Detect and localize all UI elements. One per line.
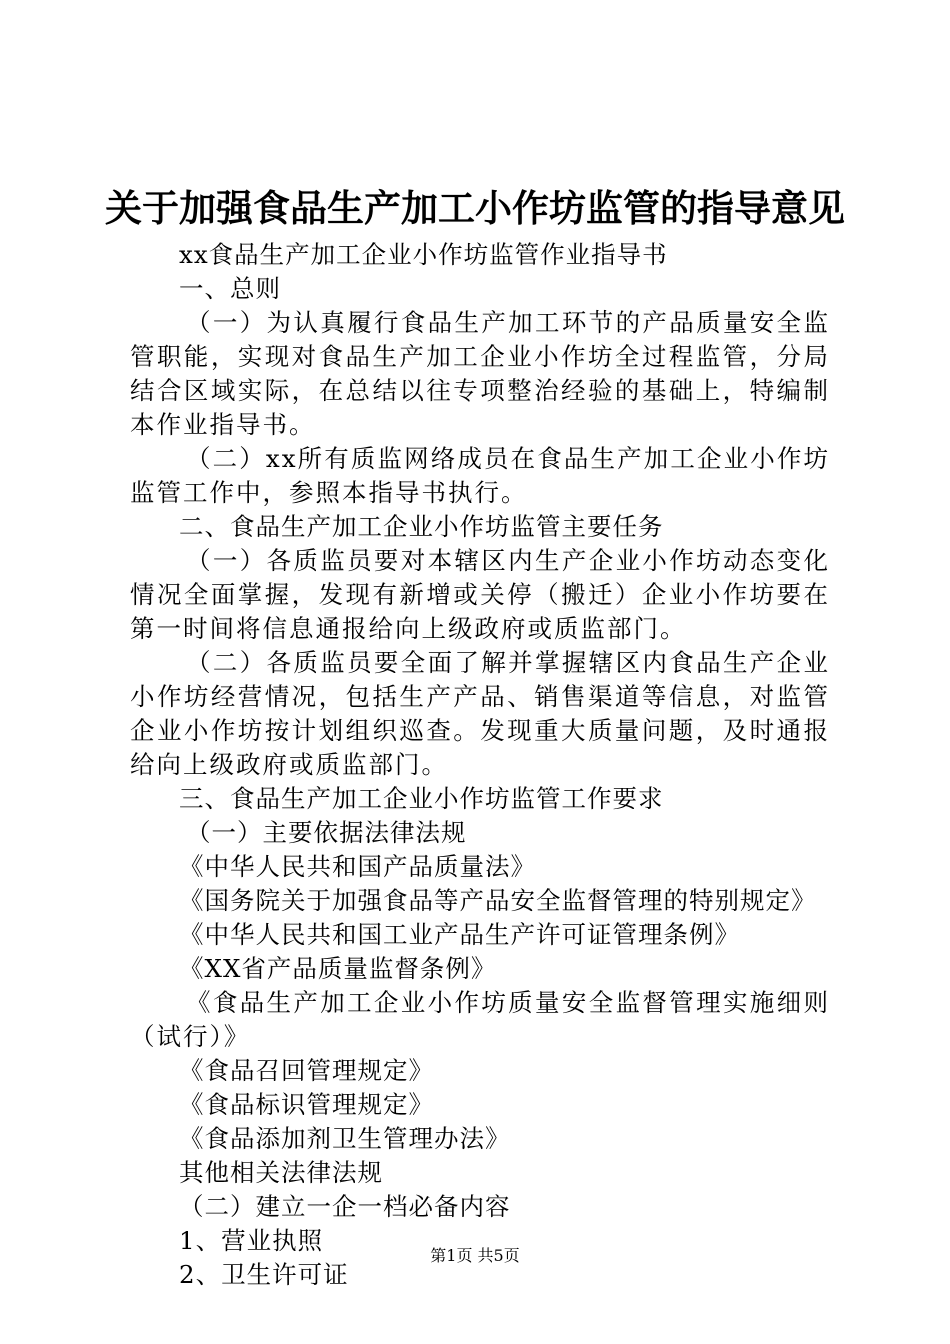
paragraph: （二）各质监员要全面了解并掌握辖区内食品生产企业小作坊经营情况，包括生产产品、销售渠道等信息，对监管企业小作坊按计划组织巡查。发现重大质量问题，及时通报给向上级政府或质监部门。 bbox=[130, 648, 830, 779]
list-item: 其他相关法律法规 bbox=[179, 1158, 383, 1187]
section-heading: 一、总则 bbox=[179, 274, 281, 303]
section-heading: 二、食品生产加工企业小作坊监管主要任务 bbox=[179, 512, 664, 541]
section-heading: 三、食品生产加工企业小作坊监管工作要求 bbox=[179, 784, 664, 813]
document-body bbox=[130, 238, 830, 1292]
list-item: 《食品标识管理规定》 bbox=[179, 1090, 434, 1119]
list-item: 《国务院关于加强食品等产品安全监督管理的特别规定》 bbox=[179, 886, 817, 915]
document-title: 关于加强食品生产加工小作坊监管的指导意见 bbox=[105, 186, 845, 230]
subsection-heading: （一）主要依据法律法规 bbox=[186, 818, 467, 847]
paragraph: （一）为认真履行食品生产加工环节的产品质量安全监管职能，实现对食品生产加工企业小作坊全过程监管，分局结合区域实际，在总结以往专项整治经验的基础上，特编制本作业指导书。 bbox=[130, 308, 830, 439]
paragraph-heading-line: xx食品生产加工企业小作坊监管作业指导书 bbox=[179, 240, 668, 269]
list-item: 《XX省产品质量监督条例》 bbox=[179, 954, 497, 983]
list-item: 《食品生产加工企业小作坊质量安全监督管理实施细则（试行）》 bbox=[130, 988, 830, 1051]
list-item: 《食品添加剂卫生管理办法》 bbox=[179, 1124, 511, 1153]
subsection-heading: （二）建立一企一档必备内容 bbox=[179, 1192, 511, 1221]
list-item: 《中华人民共和国工业产品生产许可证管理条例》 bbox=[179, 920, 740, 949]
page-footer: 第1页 共5页 bbox=[430, 1246, 520, 1265]
list-item: 1、营业执照 bbox=[179, 1226, 324, 1255]
paragraph: （二）xx所有质监网络成员在食品生产加工企业小作坊监管工作中，参照本指导书执行。 bbox=[130, 444, 830, 507]
list-item: 2、卫生许可证 bbox=[179, 1260, 349, 1289]
list-item: 《食品召回管理规定》 bbox=[179, 1056, 434, 1085]
paragraph: （一）各质监员要对本辖区内生产企业小作坊动态变化情况全面掌握，发现有新增或关停（搬迁）企业小作坊要在第一时间将信息通报给向上级政府或质监部门。 bbox=[130, 546, 830, 643]
list-item: 《中华人民共和国产品质量法》 bbox=[179, 852, 536, 881]
